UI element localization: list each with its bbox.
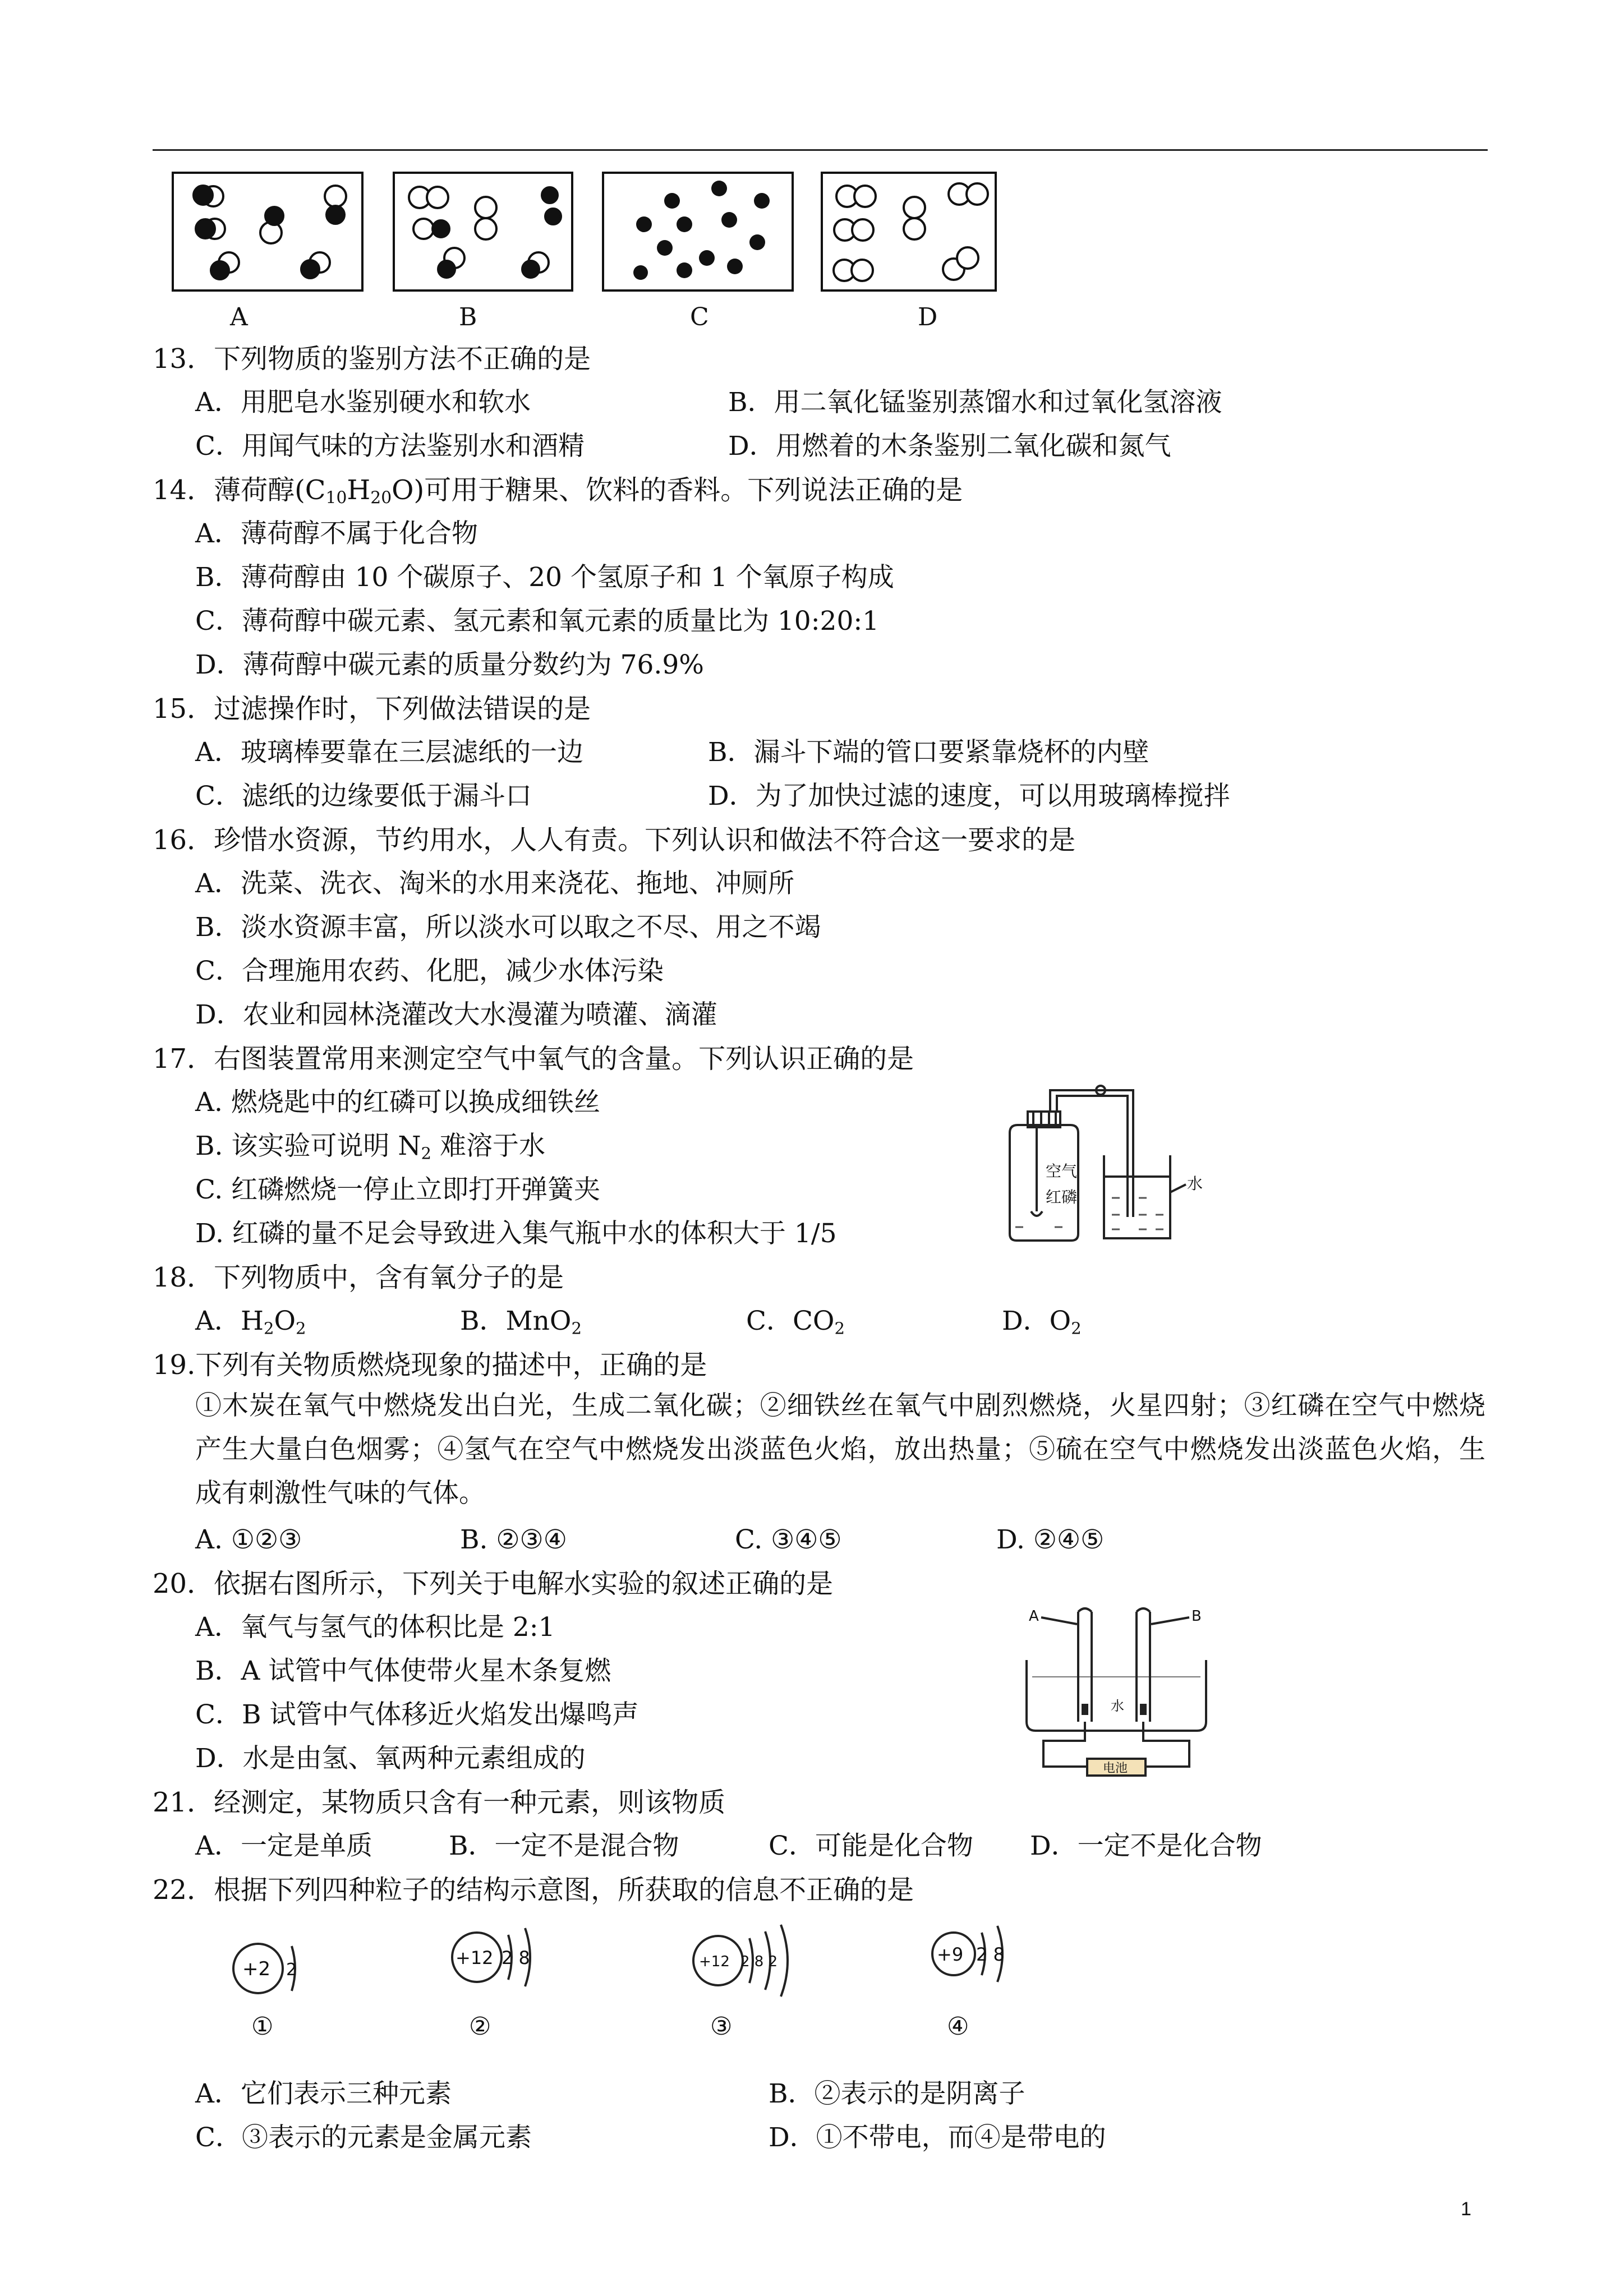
q14-option-c: C．薄荷醇中碳元素、氢元素和氧元素的质量比为 10:20:1 [195, 606, 880, 637]
q17-option-c: C. 红磷燃烧一停止立即打开弹簧夹 [195, 1174, 601, 1205]
q21-stem: 21．经测定，某物质只含有一种元素，则该物质 [153, 1787, 726, 1818]
q18-option-d: D．$O_2$ [1002, 1306, 1082, 1338]
page-number: 1 [1461, 2198, 1471, 2220]
ion-2-label: ② [469, 2012, 491, 2041]
ion-4-label: ④ [947, 2012, 969, 2041]
ion-2-nucleus: +12 [456, 1947, 494, 1968]
q19-statements: ①木炭在氧气中燃烧发出白光，生成二氧化碳；②细铁丝在氧气中剧烈燃烧，火星四射；③红磷在空气中燃烧产生大量白色烟雾；④氢气在空气中燃烧发出淡蓝色火焰，放出热量；⑤硫在空气中燃烧发出淡蓝色火焰，生成有刺激性气味的气体。 [195, 1390, 1485, 1509]
electrolysis-apparatus [1021, 1604, 1223, 1783]
q16-option-d: D．农业和园林浇灌改大水漫灌为喷灌、滴灌 [195, 999, 717, 1030]
q18-option-b: B．MnO$_2$ [460, 1306, 582, 1338]
q20-stem: 20．依据右图所示，下列关于电解水实验的叙述正确的是 [153, 1568, 834, 1599]
q18-option-a: A．$H_2O_2$ [195, 1306, 306, 1338]
q13-option-b: B．用二氧化锰鉴别蒸馏水和过氧化氢溶液 [728, 387, 1222, 418]
q18-option-c: C．$CO_2$ [746, 1306, 845, 1338]
label-tube-b: B [1191, 1608, 1202, 1625]
q17-option-d: D. 红磷的量不足会导致进入集气瓶中水的体积大于 1/5 [195, 1218, 837, 1249]
q17-option-a: A. 燃烧匙中的红磷可以换成细铁丝 [195, 1087, 600, 1118]
label-water: 水 [1187, 1174, 1203, 1193]
q16-stem: 16．珍惜水资源，节约用水，人人有责。下列认识和做法不符合这一要求的是 [153, 824, 1076, 856]
q22-option-a: A．它们表示三种元素 [195, 2078, 452, 2109]
q13-option-d: D．用燃着的木条鉴别二氧化碳和氮气 [728, 431, 1171, 462]
q13-option-c: C．用闻气味的方法鉴别水和酒精 [195, 431, 585, 462]
q15-option-c: C．滤纸的边缘要低于漏斗口 [195, 781, 532, 812]
q17-stem: 17．右图装置常用来测定空气中氧气的含量。下列认识正确的是 [153, 1043, 914, 1075]
ion-1-label: ① [251, 2012, 274, 2041]
q14-stem: 14．薄荷醇$(C_{10}H_{20}O)$可用于糖果、饮料的香料。下列说法正确的是 [153, 474, 963, 508]
q22-option-d: D．①不带电，而④是带电的 [769, 2122, 1106, 2153]
ion-2-shells: 2 8 [502, 1947, 530, 1968]
q20-option-b: B．A 试管中气体使带火星木条复燃 [195, 1656, 611, 1686]
ion-3-shells: 2 8 2 [740, 1953, 778, 1970]
q15-option-a: A．玻璃棒要靠在三层滤纸的一边 [195, 737, 583, 768]
q16-option-b: B．淡水资源丰富，所以淡水可以取之不尽、用之不竭 [195, 912, 821, 943]
q21-option-b: B．一定不是混合物 [449, 1831, 679, 1861]
caption-d: D [918, 303, 938, 331]
q22-option-b: B．②表示的是阴离子 [769, 2078, 1025, 2109]
q19-stem: 19.下列有关物质燃烧现象的描述中，正确的是 [153, 1349, 707, 1381]
q14-option-a: A．薄荷醇不属于化合物 [195, 518, 478, 549]
q13-option-a: A．用肥皂水鉴别硬水和软水 [195, 387, 531, 418]
ion-1-shells: 2 [286, 1960, 297, 1980]
caption-c: C [690, 303, 709, 331]
label-water: 水 [1111, 1698, 1124, 1714]
q21-option-c: C．可能是化合物 [769, 1831, 973, 1861]
q20-option-c: C．B 试管中气体移近火焰发出爆鸣声 [195, 1699, 639, 1730]
q19-option-d: D. ②④⑤ [996, 1524, 1105, 1555]
caption-a: A [230, 303, 248, 331]
caption-b: B [459, 303, 477, 331]
ion-3-nucleus: +12 [699, 1953, 730, 1970]
ion-1-nucleus: +2 [242, 1958, 271, 1980]
ion-3-label: ③ [710, 2012, 733, 2041]
q20-option-d: D．水是由氢、氧两种元素组成的 [195, 1743, 586, 1774]
particle-structure-diagrams [213, 1918, 1111, 2058]
label-tube-a: A [1029, 1608, 1039, 1625]
q15-stem: 15．过滤操作时，下列做法错误的是 [153, 693, 591, 725]
ion-4-nucleus: +9 [937, 1944, 964, 1965]
q19-option-c: C. ③④⑤ [735, 1524, 842, 1555]
q16-option-c: C．合理施用农药、化肥，减少水体污染 [195, 956, 664, 986]
q19-option-a: A. ①②③ [195, 1524, 302, 1555]
q14-option-b: B．薄荷醇由 10 个碳原子、20 个氢原子和 1 个氧原子构成 [195, 562, 894, 593]
ion-4-shells: 2 8 [976, 1944, 1005, 1965]
q13-stem: 13．下列物质的鉴别方法不正确的是 [153, 343, 591, 375]
q18-stem: 18．下列物质中，含有氧分子的是 [153, 1262, 564, 1293]
q14-option-d: D．薄荷醇中碳元素的质量分数约为 76.9% [195, 649, 704, 680]
molecule-diagrams [168, 168, 1010, 336]
label-battery: 电池 [1103, 1762, 1128, 1776]
label-red-phosphorus: 红磷 [1046, 1188, 1078, 1206]
q22-option-c: C．③表示的元素是金属元素 [195, 2122, 532, 2153]
q21-option-d: D．一定不是化合物 [1030, 1831, 1262, 1861]
label-air: 空气 [1046, 1162, 1078, 1181]
oxygen-measurement-apparatus [987, 1082, 1212, 1245]
q15-option-b: B．漏斗下端的管口要紧靠烧杯的内壁 [708, 737, 1149, 768]
q15-option-d: D．为了加快过滤的速度，可以用玻璃棒搅拌 [708, 781, 1230, 812]
q17-option-b: B. 该实验可说明 $N_2$ 难溶于水 [195, 1131, 545, 1163]
q21-option-a: A．一定是单质 [195, 1831, 372, 1861]
q20-option-a: A．氧气与氢气的体积比是 2:1 [195, 1612, 555, 1643]
q16-option-a: A．洗菜、洗衣、淘米的水用来浇花、拖地、冲厕所 [195, 868, 794, 899]
header-rule [153, 149, 1488, 151]
q22-stem: 22．根据下列四种粒子的结构示意图，所获取的信息不正确的是 [153, 1874, 914, 1906]
q19-option-b: B. ②③④ [460, 1524, 567, 1555]
